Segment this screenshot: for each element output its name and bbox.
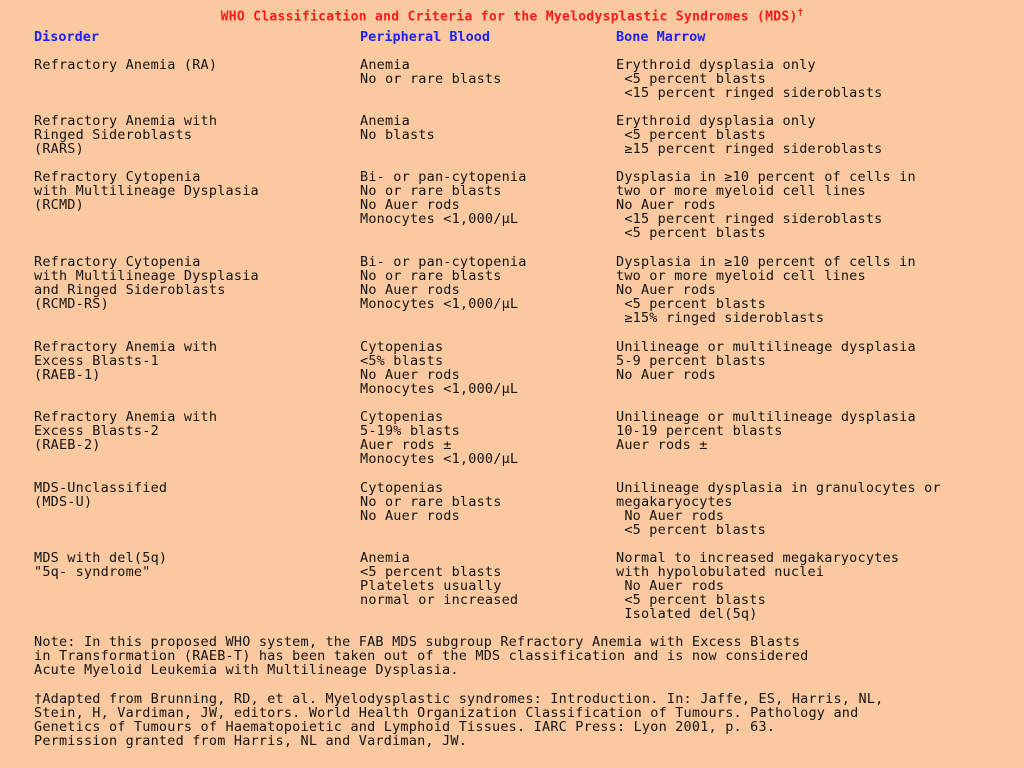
row-7-bone-marrow: Unilineage dysplasia in granulocytes or megakaryocytes No Auer rods <5 percent blasts [616,480,941,539]
row-3-peripheral-blood: Bi- or pan-cytopenia No or rare blasts No Auer rods Monocytes <1,000/µL [360,169,527,228]
row-1-disorder: Refractory Anemia (RA) [34,57,218,73]
row-4-disorder: Refractory Cytopenia with Multilineage Dysplasia and Ringed Sideroblasts (RCMD-RS) [34,254,259,313]
row-8-disorder: MDS with del(5q) "5q- syndrome" [34,550,168,581]
row-6-bone-marrow: Unilineage or multilineage dysplasia 10-19 percent blasts Auer rods ± [616,409,916,454]
row-1-bone-marrow: Erythroid dysplasia only <5 percent blasts <15 percent ringed sideroblasts [616,57,883,102]
title-text: WHO Classification and Criteria for the Myelodysplastic Syndromes (MDS) [220,9,798,25]
row-8-bone-marrow: Normal to increased megakaryocytes with hypolobulated nuclei No Auer rods <5 percent blasts Isolated del(5q) [616,550,900,623]
row-6-peripheral-blood: Cytopenias 5-19% blasts Auer rods ± Monocytes <1,000/µL [360,409,519,468]
row-3-disorder: Refractory Cytopenia with Multilineage Dysplasia (RCMD) [34,169,259,214]
row-5-disorder: Refractory Anemia with Excess Blasts-1 (RAEB-1) [34,339,218,384]
column-header-bone-marrow: Bone Marrow [616,29,706,45]
row-2-bone-marrow: Erythroid dysplasia only <5 percent blasts ≥15 percent ringed sideroblasts [616,113,883,158]
row-8-peripheral-blood: Anemia <5 percent blasts Platelets usually normal or increased [360,550,519,609]
row-4-peripheral-blood: Bi- or pan-cytopenia No or rare blasts No Auer rods Monocytes <1,000/µL [360,254,527,313]
title-footnote-mark: † [797,8,804,18]
row-7-disorder: MDS-Unclassified (MDS-U) [34,480,168,511]
classification-note: Note: In this proposed WHO system, the FAB MDS subgroup Refractory Anemia with Excess Blasts in Transformation (RAEB-T) has been taken out of the MDS classification and is now considered Acute Myeloid Leukemia with Multilineage Dysplasia. [34,634,809,679]
row-5-peripheral-blood: Cytopenias <5% blasts No Auer rods Monocytes <1,000/µL [360,339,519,398]
row-2-peripheral-blood: Anemia No blasts [360,113,435,144]
row-3-bone-marrow: Dysplasia in ≥10 percent of cells in two or more myeloid cell lines No Auer rods <15 percent ringed sideroblasts <5 percent blasts [616,169,916,242]
column-header-peripheral-blood: Peripheral Blood [360,29,491,45]
source-citation: †Adapted from Brunning, RD, et al. Myelodysplastic syndromes: Introduction. In: Jaffe, ES, Harris, NL, Stein, H, Vardiman, JW, editors. World Health Organization Classification of Tumours. Pathology and Genetics of Tumours of Haematopoietic and Lymphoid Tissues. IARC Press: Lyon 2001, p. 63. Permission granted from Harris, NL and Vardiman, JW. [34,691,884,750]
row-1-peripheral-blood: Anemia No or rare blasts [360,57,502,88]
row-2-disorder: Refractory Anemia with Ringed Sideroblasts (RARS) [34,113,218,158]
page-title [0,8,1024,24]
row-5-bone-marrow: Unilineage or multilineage dysplasia 5-9 percent blasts No Auer rods [616,339,916,384]
row-7-peripheral-blood: Cytopenias No or rare blasts No Auer rods [360,480,502,525]
row-6-disorder: Refractory Anemia with Excess Blasts-2 (RAEB-2) [34,409,218,454]
column-header-disorder: Disorder [34,29,100,45]
row-4-bone-marrow: Dysplasia in ≥10 percent of cells in two or more myeloid cell lines No Auer rods <5 percent blasts ≥15% ringed sideroblasts [616,254,916,327]
